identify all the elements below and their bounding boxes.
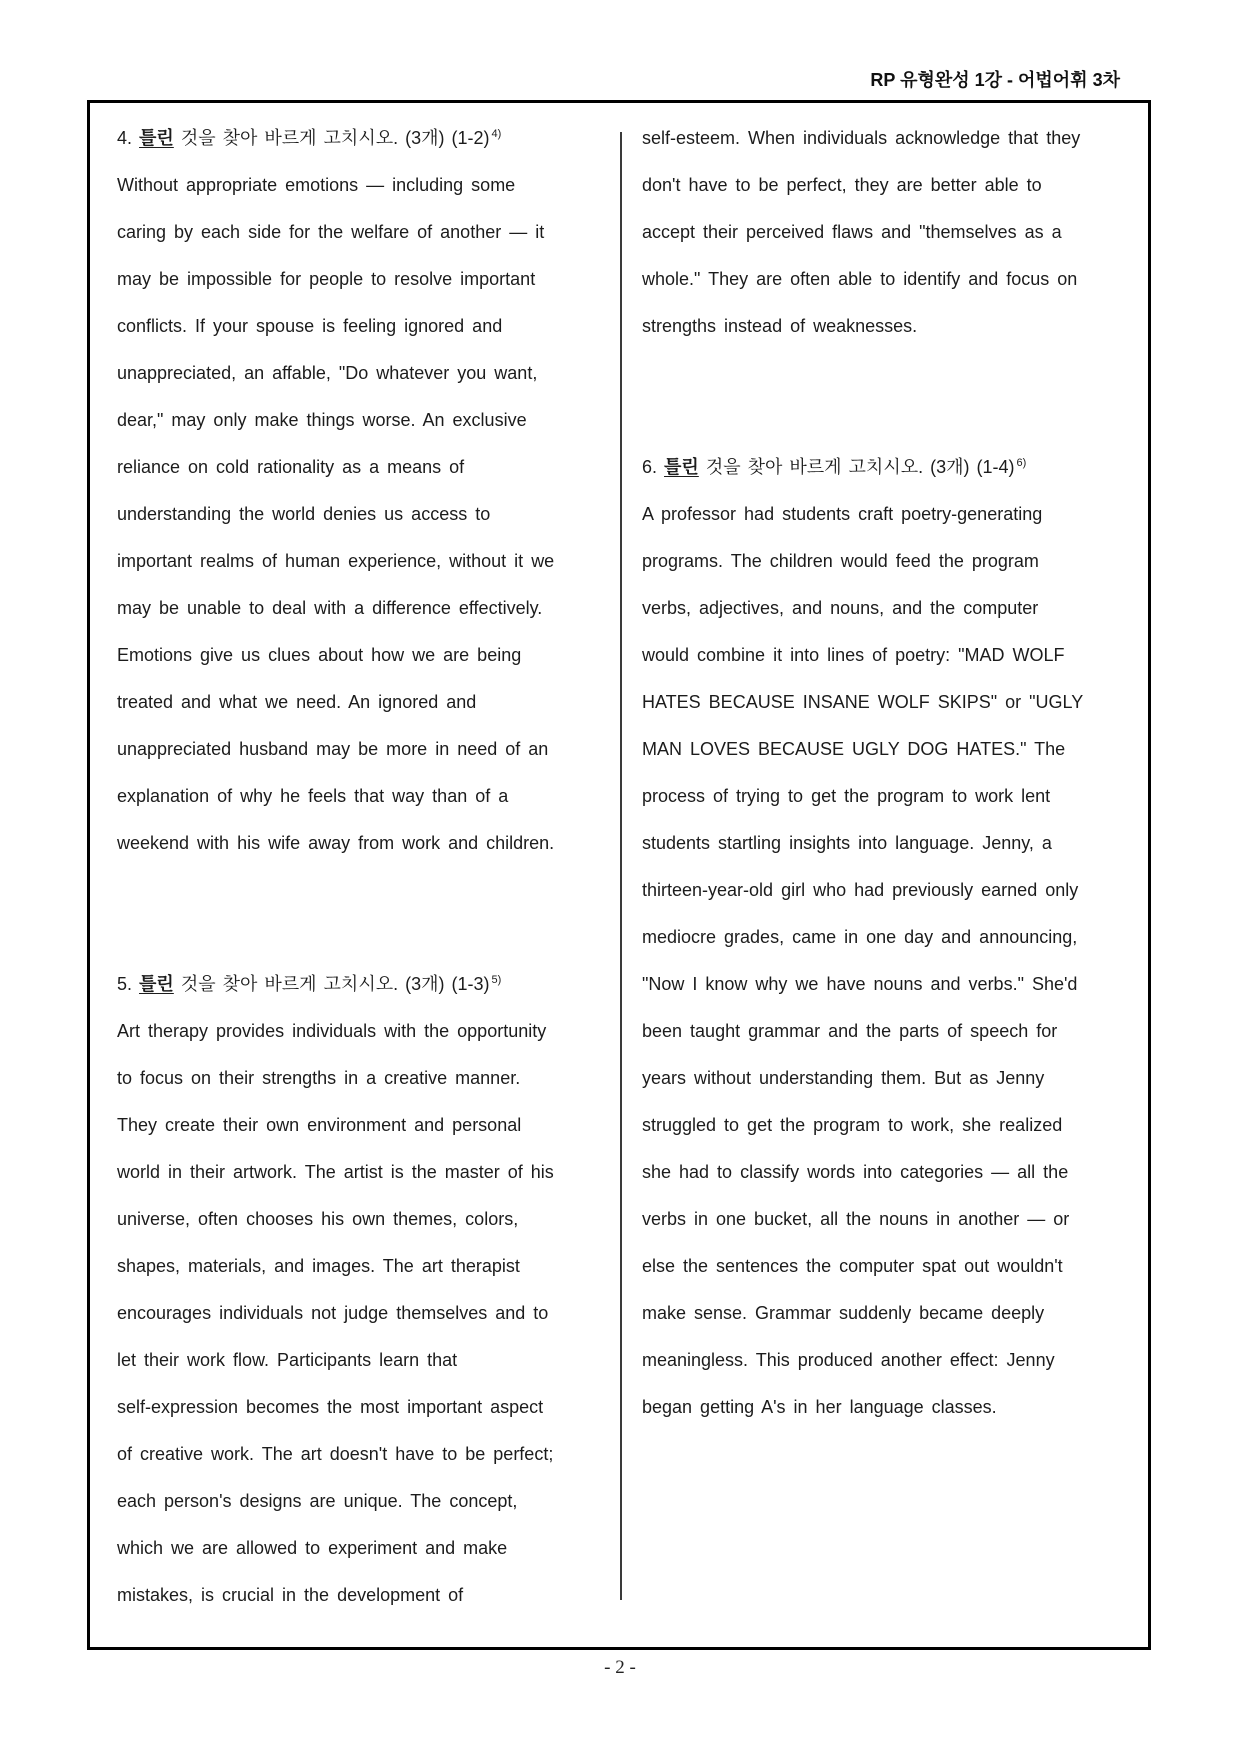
passage-line: A professor had students craft poetry-generating <box>642 504 1043 524</box>
passage-line: conflicts. If your spouse is feeling ignored and <box>117 316 503 336</box>
passage-line: shapes, materials, and images. The art therapist <box>117 1256 520 1276</box>
passage-line: mistakes, is crucial in the development of <box>117 1585 464 1605</box>
passage-line: explanation of why he feels that way than of a <box>117 786 509 806</box>
question-count: (3개) <box>405 974 445 994</box>
passage-line: mediocre grades, came in one day and announcing, <box>642 927 1078 947</box>
page-header-title: RP 유형완성 1강 - 어법어휘 3차 <box>870 70 1120 90</box>
question-number: 5. <box>117 974 133 994</box>
passage-line: let their work flow. Participants learn that <box>117 1350 458 1370</box>
blank-line <box>642 350 1137 397</box>
passage-line: years without understanding them. But as Jenny <box>642 1068 1045 1088</box>
passage-line: Art therapy provides individuals with the opportunity <box>117 1021 547 1041</box>
blank-line <box>117 914 607 961</box>
question-keyword: 틀린 <box>139 128 174 148</box>
passage-line: make sense. Grammar suddenly became deeply <box>642 1303 1045 1323</box>
passage-line: each person's designs are unique. The concept, <box>117 1491 518 1511</box>
passage-line: unappreciated, an affable, "Do whatever you want, <box>117 363 538 383</box>
passage-line: treated and what we need. An ignored and <box>117 692 477 712</box>
passage-line: Emotions give us clues about how we are being <box>117 645 522 665</box>
passage-line: process of trying to get the program to work lent <box>642 786 1051 806</box>
question-instruction: 것을 찾아 바르게 고치시오. <box>705 457 924 477</box>
question-keyword: 틀린 <box>664 457 699 477</box>
passage-line: which we are allowed to experiment and make <box>117 1538 508 1558</box>
passage-line: They create their own environment and personal <box>117 1115 522 1135</box>
question-reference: (1-3) <box>451 974 490 994</box>
question-instruction: 것을 찾아 바르게 고치시오. <box>180 974 399 994</box>
question-4-heading <box>117 115 607 162</box>
passage-line: may be impossible for people to resolve important <box>117 269 536 289</box>
passage-line: MAN LOVES BECAUSE UGLY DOG HATES." The <box>642 739 1066 759</box>
footnote-marker: 5) <box>491 974 502 986</box>
passage-line: programs. The children would feed the program <box>642 551 1039 571</box>
right-column <box>642 115 1137 1431</box>
passage-line: weekend with his wife away from work and children. <box>117 833 555 853</box>
footnote-marker: 4) <box>491 128 502 140</box>
passage-line: began getting A's in her language classes. <box>642 1397 997 1417</box>
question-6-heading <box>642 444 1137 491</box>
blank-line <box>117 867 607 914</box>
question-number: 6. <box>642 457 658 477</box>
passage-line: encourages individuals not judge themselves and to <box>117 1303 549 1323</box>
passage-line: unappreciated husband may be more in need of an <box>117 739 549 759</box>
blank-line <box>642 397 1137 444</box>
page-number: - 2 - <box>604 1657 636 1678</box>
passage-line: else the sentences the computer spat out wouldn't <box>642 1256 1063 1276</box>
passage-line: verbs in one bucket, all the nouns in another — or <box>642 1209 1070 1229</box>
question-instruction: 것을 찾아 바르게 고치시오. <box>180 128 399 148</box>
passage-line: important realms of human experience, without it we <box>117 551 555 571</box>
passage-line: may be unable to deal with a difference effectively. <box>117 598 543 618</box>
passage-line: understanding the world denies us access to <box>117 504 491 524</box>
passage-line: don't have to be perfect, they are better able to <box>642 175 1042 195</box>
passage-line: struggled to get the program to work, she realized <box>642 1115 1063 1135</box>
passage-line: accept their perceived flaws and "themselves as a <box>642 222 1062 242</box>
passage-line: been taught grammar and the parts of speech for <box>642 1021 1058 1041</box>
passage-line: universe, often chooses his own themes, colors, <box>117 1209 519 1229</box>
passage-line: students startling insights into language. Jenny, a <box>642 833 1052 853</box>
passage-line: caring by each side for the welfare of another — it <box>117 222 545 242</box>
passage-line: self-esteem. When individuals acknowledge that they <box>642 128 1081 148</box>
passage-line: meaningless. This produced another effect: Jenny <box>642 1350 1055 1370</box>
passage-line: reliance on cold rationality as a means of <box>117 457 465 477</box>
question-reference: (1-2) <box>451 128 490 148</box>
passage-line: verbs, adjectives, and nouns, and the computer <box>642 598 1039 618</box>
passage-line: HATES BECAUSE INSANE WOLF SKIPS" or "UGLY <box>642 692 1084 712</box>
column-divider <box>620 132 622 1600</box>
question-count: (3개) <box>405 128 445 148</box>
passage-line: strengths instead of weaknesses. <box>642 316 918 336</box>
passage-line: self-expression becomes the most important aspect <box>117 1397 544 1417</box>
passage-line: "Now I know why we have nouns and verbs." She'd <box>642 974 1078 994</box>
question-reference: (1-4) <box>976 457 1015 477</box>
question-keyword: 틀린 <box>139 974 174 994</box>
question-number: 4. <box>117 128 133 148</box>
passage-line: to focus on their strengths in a creative manner. <box>117 1068 521 1088</box>
question-count: (3개) <box>930 457 970 477</box>
passage-line: she had to classify words into categories — all the <box>642 1162 1069 1182</box>
passage-line: of creative work. The art doesn't have to be perfect; <box>117 1444 554 1464</box>
passage-line: would combine it into lines of poetry: "MAD WOLF <box>642 645 1065 665</box>
passage-line: dear," may only make things worse. An exclusive <box>117 410 527 430</box>
passage-line: whole." They are often able to identify and focus on <box>642 269 1078 289</box>
passage-line: world in their artwork. The artist is the master of his <box>117 1162 554 1182</box>
left-column <box>117 115 607 1619</box>
passage-line: thirteen-year-old girl who had previously earned only <box>642 880 1079 900</box>
passage-line: Without appropriate emotions — including some <box>117 175 516 195</box>
question-5-heading <box>117 961 607 1008</box>
footnote-marker: 6) <box>1016 457 1027 469</box>
